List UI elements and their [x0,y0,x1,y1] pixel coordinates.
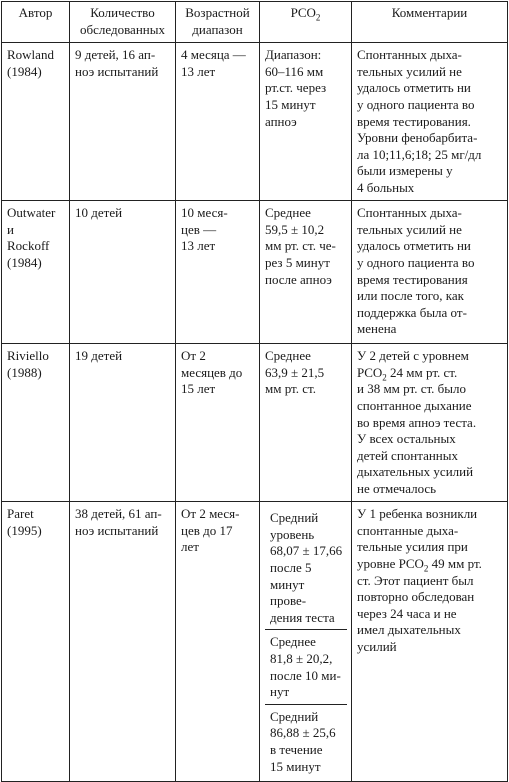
cell-pco2: Среднее 63,9 ± 21,5 мм рт. ст. [260,344,352,502]
table-row [2,344,508,502]
header-count: Количество обследованных [70,2,176,43]
cell-comment: Спонтанных дыха- тельных усилий не удалось отметить ни у одного пациента во время тестирования. Уровни фенобарбита- ла 10;11,6;18; 25 мг/дл были измерены у 4 больных [352,43,508,201]
cell-author: Paret (1995) [2,502,70,782]
cell-pco2: Диапазон: 60–116 мм рт.ст. через 15 минут апноэ [260,43,352,201]
pco2-subcell-5min: Средний уровень 68,07 ± 17,66 после 5 минут прове- дения теста [265,506,347,630]
pco2-subcell-15min: Средний 86,88 ± 25,6 в течение 15 минут [270,708,336,774]
cell-pco2: Среднее 59,5 ± 10,2 мм рт. ст. че- рез 5 минут после апноэ [260,201,352,344]
cell-age: 4 месяца — 13 лет [176,43,260,201]
header-row [2,2,508,43]
table-row [2,201,508,344]
cell-count: 9 детей, 16 ап- ноэ испытаний [70,43,176,201]
pco2-subcell-10min: Среднее 81,8 ± 20,2, после 10 ми- нут [265,630,347,704]
cell-age: От 2 месяцев до 15 лет [176,344,260,502]
header-pco2: $PCO_2$ [260,2,352,43]
cell-comment: Спонтанных дыха- тельных усилий не удалось отметить ни у одного пациента во время тестирования или после того, как поддержка была от- менена [352,201,508,344]
data-table [1,1,508,782]
cell-count: 10 детей [70,201,176,344]
cell-age: 10 меся- цев — 13 лет [176,201,260,344]
cell-count: 38 детей, 61 ап- ноэ испытаний [70,502,176,782]
cell-pco2-split [260,502,352,782]
header-comments: Комментарии [352,2,508,43]
cell-comment: У 2 детей с уровнем $PCO_2$ 24 мм рт. ст. и 38 мм рт. ст. было спонтанное дыхание во время апноэ теста. У всех остальных детей спонтанных дыхательных усилий не отмечалось [352,344,508,502]
cell-count: 19 детей [70,344,176,502]
header-age: Возрастной диапазон [176,2,260,43]
cell-age: От 2 меся- цев до 17 лет [176,502,260,782]
table-row [2,502,508,782]
cell-author: Riviello (1988) [2,344,70,502]
table-row [2,43,508,201]
cell-comment: У 1 ребенка возникли спонтанные дыха- тельные усилия при уровне $PCO_2$ 49 мм рт. ст. Этот пациент был повторно обследован через 24 часа и не имел дыхательных усилий [352,502,508,782]
cell-author: Rowland (1984) [2,43,70,201]
header-author: Автор [2,2,70,43]
cell-author: Outwater и Rockoff (1984) [2,201,70,344]
